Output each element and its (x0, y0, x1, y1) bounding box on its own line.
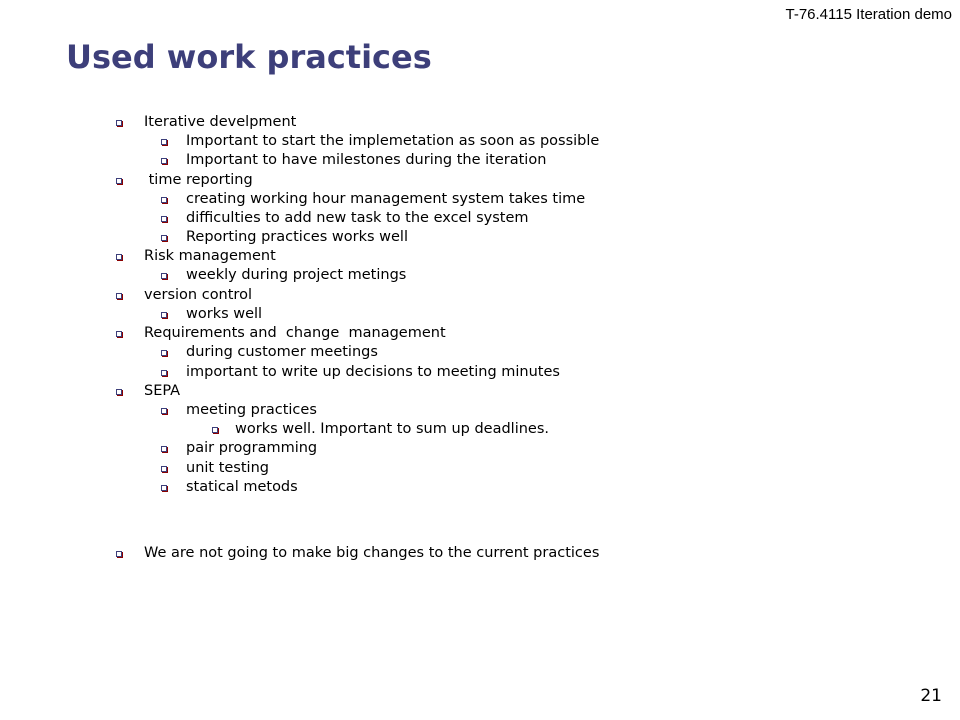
bullet-text: meeting practices (186, 402, 317, 418)
hollow-square-bullet-icon (161, 197, 167, 203)
hollow-square-bullet-icon (161, 139, 167, 145)
bullet-text: creating working hour management system takes time (186, 191, 586, 207)
hollow-square-bullet-icon (161, 408, 167, 414)
bullet-text: Risk management (144, 248, 276, 264)
bullet-text: works well (186, 306, 263, 322)
hollow-square-bullet-icon (116, 120, 122, 126)
bullet-text: statical metods (186, 479, 298, 495)
bullet-text: works well. Important to sum up deadlines. (235, 421, 549, 437)
bullet-text: Requirements and change management (144, 325, 446, 341)
bullet-text: version control (144, 287, 252, 303)
course-header-label: T-76.4115 Iteration demo (785, 6, 952, 23)
bullet-text: Reporting practices works well (186, 229, 408, 245)
hollow-square-bullet-icon (161, 485, 167, 491)
slide-title: Used work practices (66, 38, 432, 76)
hollow-square-bullet-icon (116, 331, 122, 337)
bullet-text: Important to have milestones during the iteration (186, 152, 547, 168)
bullet-text: Important to start the implemetation as soon as possible (186, 133, 600, 149)
hollow-square-bullet-icon (161, 370, 167, 376)
hollow-square-bullet-icon (161, 273, 167, 279)
bullet-text: We are not going to make big changes to the current practices (144, 545, 600, 561)
page-number: 21 (920, 686, 942, 706)
hollow-square-bullet-icon (161, 466, 167, 472)
bullet-text: unit testing (186, 460, 269, 476)
bullet-text: time reporting (144, 172, 253, 188)
bullet-text: difficulties to add new task to the excel system (186, 210, 529, 226)
hollow-square-bullet-icon (116, 293, 122, 299)
hollow-square-bullet-icon (116, 551, 122, 557)
hollow-square-bullet-icon (161, 235, 167, 241)
bullet-text: important to write up decisions to meeting minutes (186, 364, 560, 380)
hollow-square-bullet-icon (161, 312, 167, 318)
hollow-square-bullet-icon (116, 178, 122, 184)
bullet-text: pair programming (186, 440, 318, 456)
bullet-text: during customer meetings (186, 344, 378, 360)
bullet-text: SEPA (144, 383, 181, 399)
hollow-square-bullet-icon (116, 389, 122, 395)
hollow-square-bullet-icon (161, 446, 167, 452)
hollow-square-bullet-icon (212, 427, 218, 433)
bullet-text: weekly during project metings (186, 267, 407, 283)
bullet-text: Iterative develpment (144, 114, 297, 130)
hollow-square-bullet-icon (161, 158, 167, 164)
hollow-square-bullet-icon (161, 350, 167, 356)
hollow-square-bullet-icon (116, 254, 122, 260)
hollow-square-bullet-icon (161, 216, 167, 222)
